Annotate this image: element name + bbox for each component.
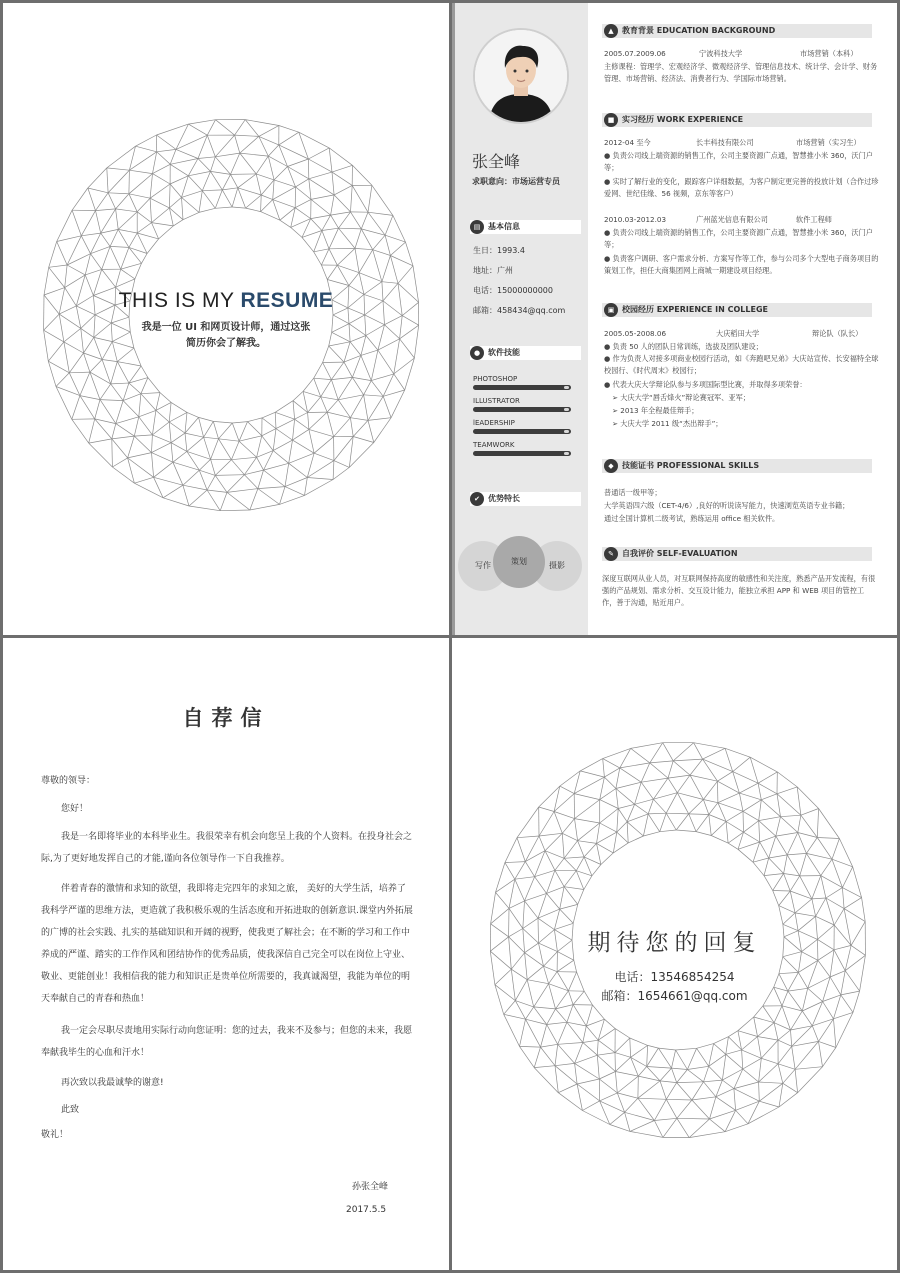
ending-phone: 电话：13546854254 <box>614 970 735 984</box>
education-row <box>604 48 879 60</box>
letter-signature: 孙张全峰 <box>352 1182 389 1192</box>
thumbs-up-icon: ✔ <box>470 492 484 506</box>
ending-page <box>452 638 897 1270</box>
work-role: 市场营销（实习生） <box>796 138 861 147</box>
skill-label: PHOTOSHOP <box>473 375 518 383</box>
info-birthday: 生日：1993.4 <box>473 246 525 255</box>
cover-subtitle <box>3 320 449 352</box>
college-role: 辩论队（队长） <box>812 329 863 338</box>
college-period: 2005.05-2008.06 <box>604 329 667 338</box>
work-company: 广州蓝光信息有限公司 <box>696 215 768 224</box>
sidebar-divider <box>452 3 455 635</box>
college-bullet: ● 作为负责人对接多项商业校园行活动，如《奔跑吧兄弟》大庆站宣传、长安福特全球校园行、《时代周末》校园行； <box>604 354 879 375</box>
education-major: 市场营销（本科） <box>800 49 858 58</box>
strengths-heading <box>470 492 581 506</box>
graduation-cap-icon: ▲ <box>604 24 618 38</box>
info-address: 地址：广州 <box>473 266 513 275</box>
college-award: ➢ 大庆大学 2011 级“杰出辩手”； <box>612 419 723 428</box>
skill-label: TEAMWORK <box>473 441 515 449</box>
cover-title-accent: RESUME <box>240 289 334 312</box>
skill-bar <box>473 385 571 390</box>
college-school: 大庆稻田大学 <box>716 329 760 338</box>
letter-paragraph: 再次致以我最诚挚的谢意! <box>61 1078 164 1088</box>
college-heading-label: 校园经历 EXPERIENCE IN COLLEGE <box>622 305 768 314</box>
work-heading-label: 实习经历 WORK EXPERIENCE <box>622 115 744 124</box>
cover-letter-page <box>3 638 449 1270</box>
work-period: 2012-04 至今 <box>604 138 651 147</box>
letter-title: 自荐信 <box>182 706 270 730</box>
avatar <box>473 28 569 124</box>
education-heading <box>602 24 872 38</box>
education-school: 宁波科技大学 <box>699 49 743 58</box>
letter-paragraph: 伴着青春的激情和求知的欲望，我即将走完四年的求知之旅， 美好的大学生活，培养了我科学严谨的思维方法，更造就了我积极乐观的生活态度和开拓进取的创新意识.课堂内外拓展的广博的社会实践、扎实的基础知识和开阔的视野，使我更了解社会；在不断的学习和工作中养成的严谨、踏实的工作作风和团结协作的优秀品质，使我深信自己完全可以在岗位上守业、敬业、更能创业！我相信我的能力和知识正是贵单位所需要的，我真诚渴望，我能为单位的明天奉献自己的青春和热血！ <box>41 884 413 1004</box>
skills-heading <box>470 346 581 360</box>
letter-paragraph: 我一定会尽职尽责地用实际行动向您证明：您的过去，我来不及参与；但您的未来，我愿奉献我毕生的心血和汗水！ <box>41 1026 413 1058</box>
work-role: 软件工程师 <box>796 215 832 224</box>
info-phone: 电话：15000000000 <box>473 286 553 295</box>
self-eval-heading <box>602 547 872 561</box>
letter-paragraph: 我是一名即将毕业的本科毕业生。我很荣幸有机会向您呈上我的个人资料。在投身社会之际,为了更好地发挥自己的才能,谨向各位领导作一下自我推荐。 <box>41 832 413 864</box>
job-target: 求职意向：市场运营专员 <box>472 177 560 186</box>
id-card-icon: ▤ <box>470 220 484 234</box>
work-row <box>604 214 879 226</box>
certificate-line: 大学英语四六级（CET-4/6）,良好的听说读写能力，快速浏览英语专业书籍； <box>604 501 850 510</box>
ending-email: 邮箱：1654661@qq.com <box>601 989 748 1003</box>
skill-label: lEADERSHIP <box>473 419 515 427</box>
letter-closing: 此致 <box>61 1105 80 1115</box>
work-bullet: ● 负责公司线上端资源的销售工作，公司主要资源广点通，智慧推小米 360，沃门户等； <box>604 228 873 249</box>
ending-title: 期待您的回复 <box>587 930 762 956</box>
certificates-heading-label: 技能证书 PROFESSIONAL SKILLS <box>622 461 760 470</box>
education-courses: 主修课程：管理学、宏观经济学、微观经济学、管理信息技术、统计学、会计学、财务管理、市场营销、经济法、消费者行为、学国际市场营销。 <box>604 62 878 83</box>
basic-info-heading-label: 基本信息 <box>488 222 520 231</box>
school-icon: ▣ <box>604 303 618 317</box>
college-bullet: ● 负责 50 人的团队日常训练，选拔及团队建设； <box>604 342 763 351</box>
work-bullet: ● 实时了解行业的变化，跟踪客户详细数据，为客户制定更完善的投放计划（合作过珍爱网、世纪佳缘、56 视频，京东等客户） <box>604 177 879 198</box>
certificate-line: 通过全国计算机二级考试，熟练运用 office 相关软件。 <box>604 514 780 523</box>
basic-info-heading <box>470 220 581 234</box>
education-period: 2005.07.2009.06 <box>604 49 666 58</box>
resume-page <box>452 3 897 635</box>
letter-greeting: 您好！ <box>61 804 89 814</box>
work-company: 长丰科技有限公司 <box>696 138 754 147</box>
education-heading-label: 教育背景 EDUCATION BACKGROUND <box>622 26 776 35</box>
resume-name: 张全峰 <box>472 152 521 171</box>
letter-closing: 敬礼！ <box>41 1130 69 1140</box>
work-bullet: ● 负责公司线上端资源的销售工作，公司主要资源广点通，智慧推小米 360，沃门户等； <box>604 151 873 172</box>
work-period: 2010.03-2012.03 <box>604 215 667 224</box>
certificate-icon: ◆ <box>604 459 618 473</box>
skill-bar <box>473 429 571 434</box>
college-heading <box>602 303 872 317</box>
skills-heading-label: 软件技能 <box>488 348 520 357</box>
college-award: ➢ 2013 年全程最佳辩手； <box>612 406 699 415</box>
skill-bar <box>473 451 571 456</box>
college-bullet: ● 代表大庆大学辩论队参与多项国际型比赛，并取得多项荣誉： <box>604 380 807 389</box>
strength-bubble: 摄影 <box>532 541 582 591</box>
info-email: 邮箱：458434@qq.com <box>473 306 566 315</box>
skill-bar <box>473 407 571 412</box>
certificates-heading <box>602 459 872 473</box>
self-eval-heading-label: 自我评价 SELF-EVALUATION <box>622 549 738 558</box>
strength-bubble: 写作 <box>458 541 508 591</box>
work-bullet: ● 负责客户调研、客户需求分析、方案写作等工作，参与公司多个大型电子商务项目的策划工作，担任大商集团网上商城一期建设项目经理。 <box>604 254 879 275</box>
letter-salutation: 尊敬的领导： <box>41 776 96 786</box>
work-heading <box>602 113 872 127</box>
self-eval-text: 深度互联网从业人员，对互联网保持高度的敏感性和关注度，熟悉产品开发流程，有很强的产品规划、需求分析、交互设计能力，能独立承担 APP 和 WEB 项目的管控工作，善于沟通，贴近用户。 <box>602 574 876 607</box>
work-row <box>604 137 879 149</box>
skill-label: ILLUSTRATOR <box>473 397 520 405</box>
cover-title-prefix: THIS IS MY <box>118 289 235 312</box>
resume-sidebar <box>452 3 588 635</box>
letter-date: 2017.5.5 <box>346 1205 387 1215</box>
cover-subtitle-line: 我是一位 UI 和网页设计师，通过这张 <box>141 322 311 333</box>
polygon-ring-graphic <box>43 119 419 511</box>
cover-subtitle-line: 简历你会了解我。 <box>186 338 266 349</box>
pencil-icon: ✎ <box>604 547 618 561</box>
person-photo-icon <box>475 30 567 122</box>
strengths-heading-label: 优势特长 <box>488 494 520 503</box>
college-award: ➢ 大庆大学“唇舌烽火”辩论赛冠军、亚军； <box>612 393 750 402</box>
college-row <box>604 328 879 340</box>
strength-bubble-main: 策划 <box>493 536 545 588</box>
certificate-line: 普通话一级甲等； <box>604 488 662 497</box>
briefcase-icon: ■ <box>604 113 618 127</box>
person-icon: ● <box>470 346 484 360</box>
cover-page <box>3 3 449 635</box>
cover-title <box>3 289 449 313</box>
